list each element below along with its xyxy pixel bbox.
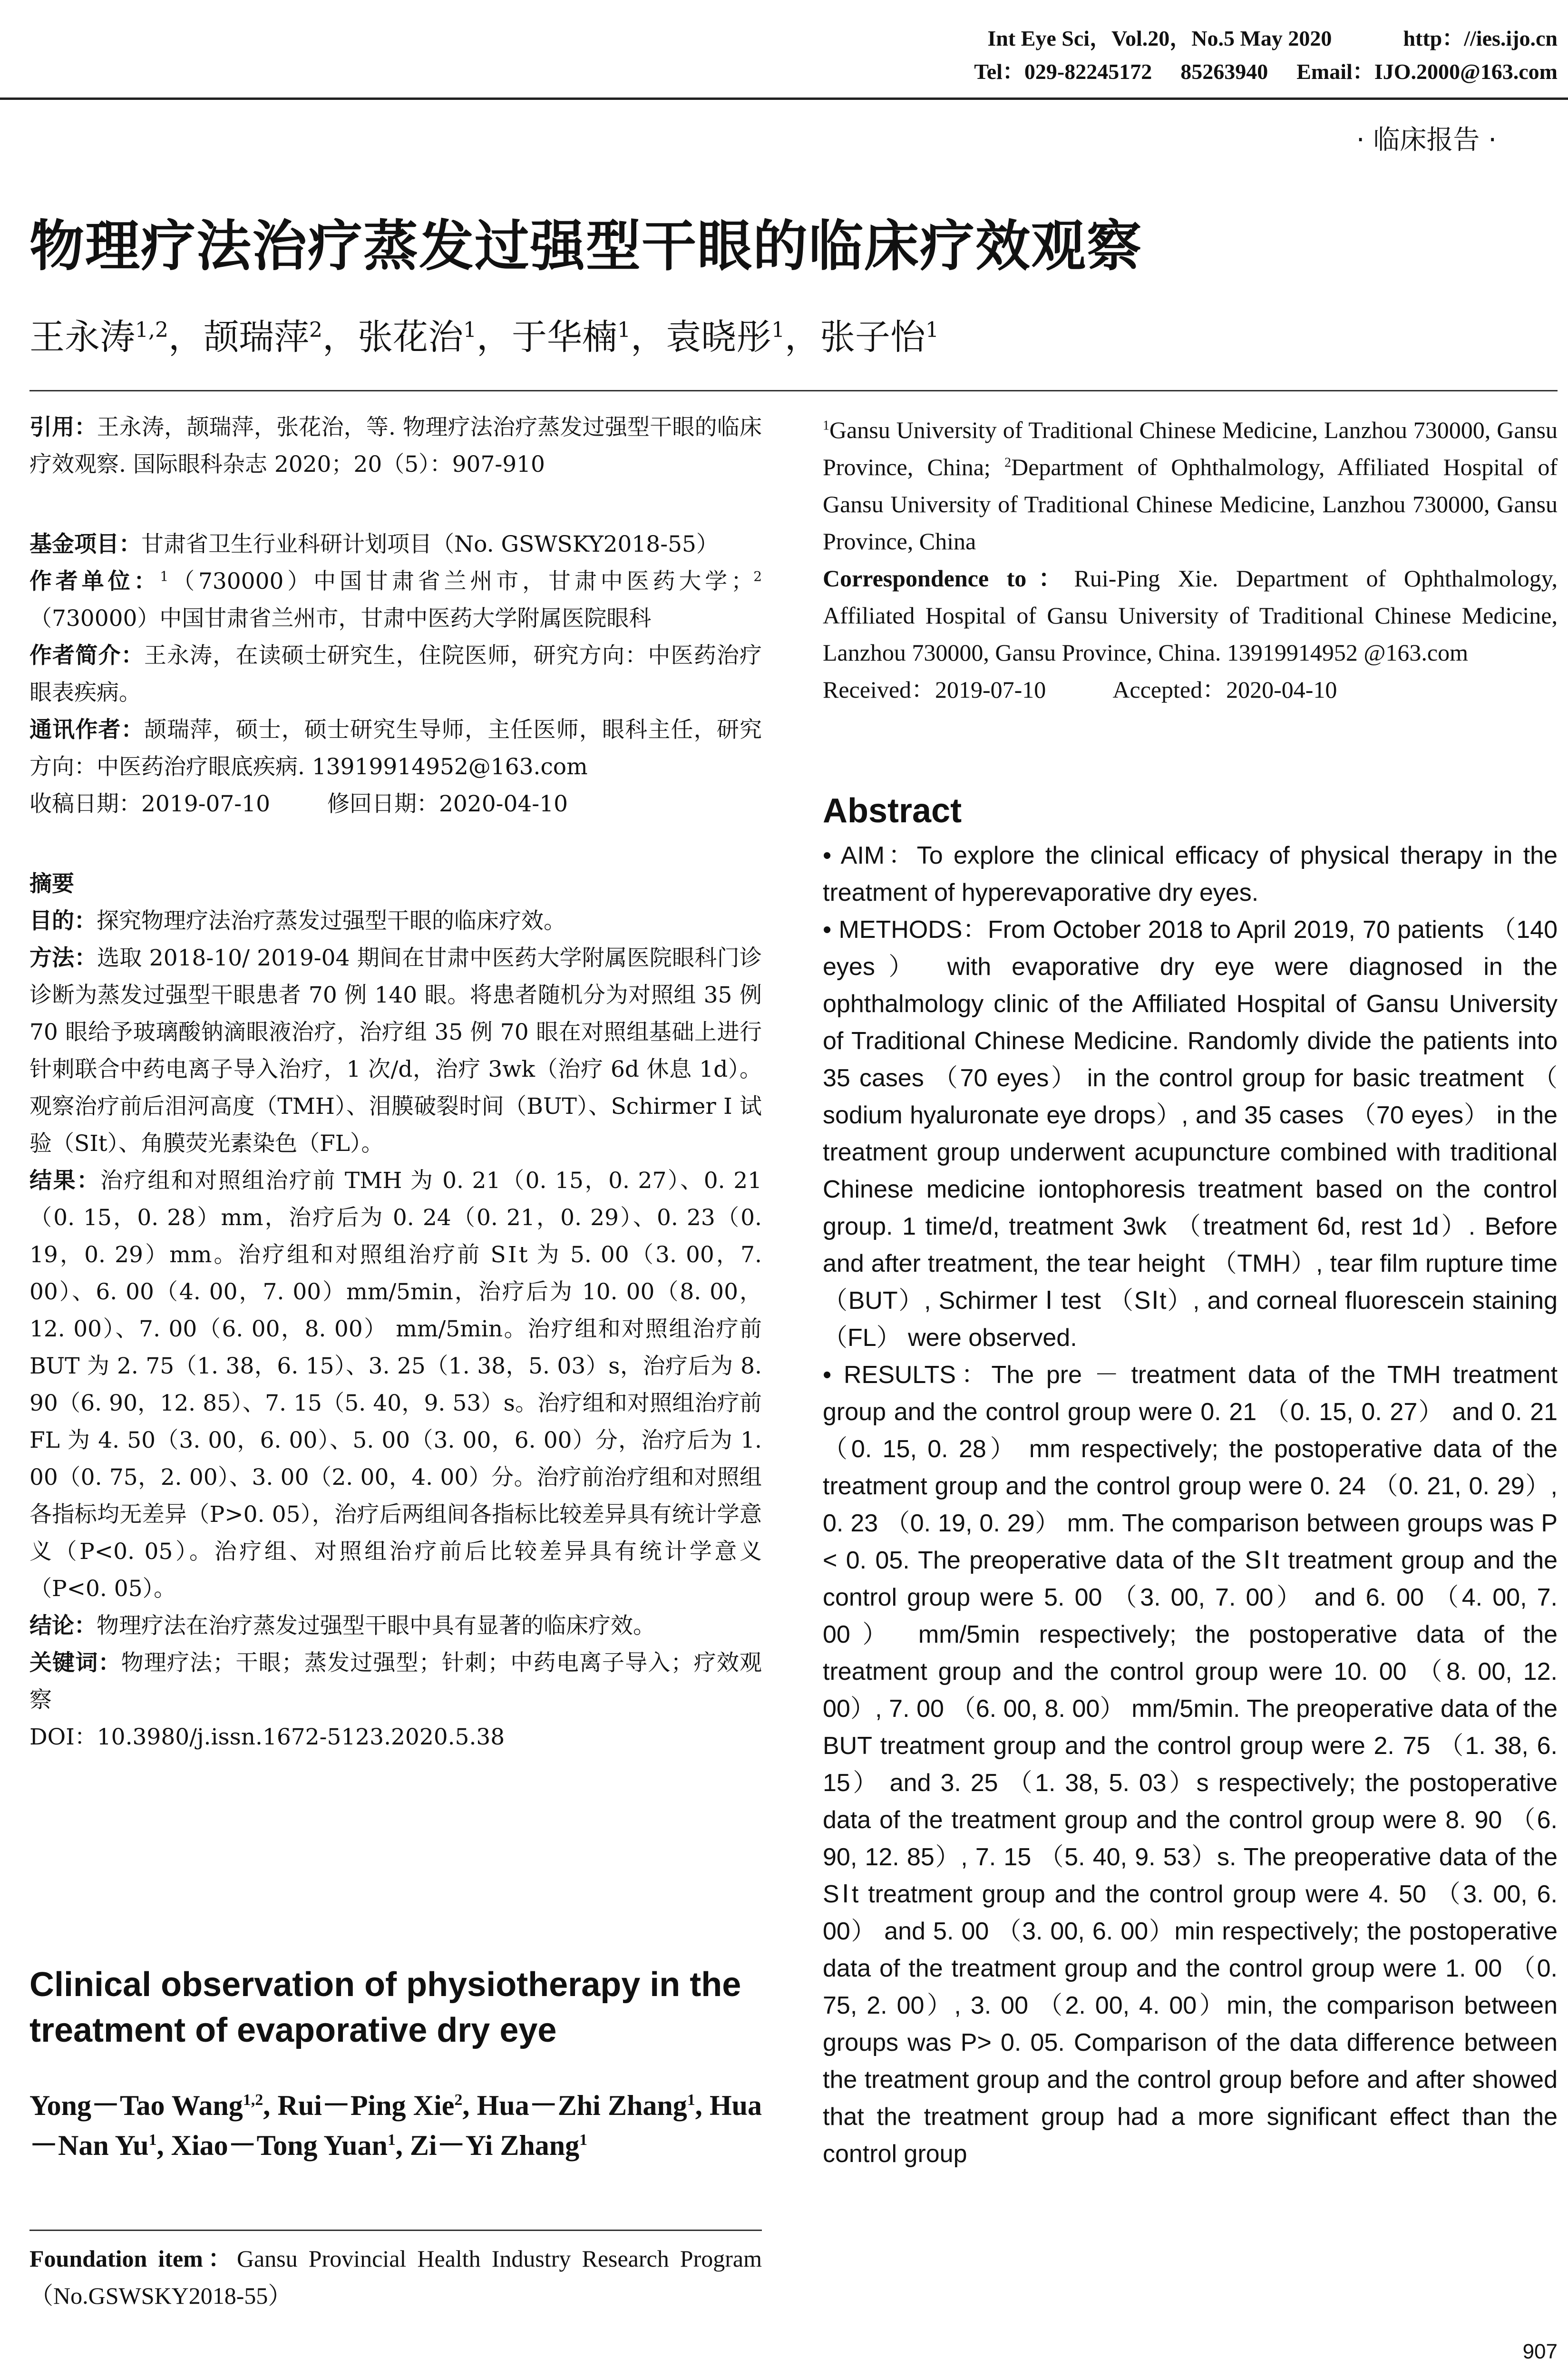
foundation-item (29, 2240, 762, 2314)
intro-block (29, 637, 762, 711)
section-label: · 临床报告 · (1356, 125, 1497, 156)
unit-label: 作者单位： (29, 568, 160, 594)
author-name: 袁晓彤 (665, 317, 771, 358)
foundation-rule (29, 2230, 762, 2231)
conclusion-cn-label: 结论： (29, 1613, 97, 1639)
author-name: 于华楠 (511, 317, 617, 358)
conclusion-cn (29, 1607, 762, 1645)
author-name-en: Hua－Zhi Zhang (477, 2090, 687, 2121)
author-name: 颉瑞萍 (203, 317, 309, 358)
revised-date: 2020-04-10 (438, 791, 568, 817)
author-name: 王永涛 (29, 317, 135, 358)
intro-text: 王永涛，在读硕士研究生，住院医师，研究方向：中医药治疗眼表疾病。 (29, 643, 762, 706)
received-en: Received：2019-07-10 (823, 676, 1046, 703)
article-title: 物理疗法治疗蒸发过强型干眼的临床疗效观察 (29, 214, 1143, 278)
dates-en (823, 671, 1558, 708)
journal-tel: Tel：029-82245172 (974, 59, 1152, 84)
abstract-cn-heading: 摘要 (29, 871, 74, 897)
author-list-cn: 王永涛$^{1,2}$，颉瑞萍$^2$，张花治$^1$，于华楠$^1$，袁晓彤$^1$，张子怡$^1$ (29, 317, 939, 358)
author-list-en: Yong－Tao Wang$^{1,2}$, Rui－Ping Xie$^2$, Hua－Zhi Zhang$^1$, Hua－Nan Yu$^1$, Xiao－Tong Yuan$^1$, Zi－Yi Zhang$^1$ (29, 2090, 762, 2161)
citation-text: 王永涛，颉瑞萍，张花治，等. 物理疗法治疗蒸发过强型干眼的临床疗效观察. 国际眼科杂志 2020；20（5）：907-910 (29, 414, 762, 477)
aim-en-text: To explore the clinical efficacy of physical therapy in the treatment of hyperevaporative dry eyes. (823, 842, 1558, 906)
corr-block (29, 711, 762, 786)
accepted-en: Accepted：2020-04-10 (1112, 676, 1337, 703)
keywords-cn-label: 关键词： (29, 1650, 121, 1676)
author-affiliation: 1 (387, 2131, 396, 2149)
abstract-en-heading: Abstract (823, 792, 962, 830)
journal-header-line2 (974, 57, 1558, 87)
left-column-meta (29, 409, 762, 1756)
methods-en: • METHODS：From October 2018 to April 2019, 70 patients （140 eyes） with evaporative dry eye were diagnosed in the ophthalmology clinic of the Affiliated Hospital of Gansu University of Traditional Chinese Medicine. Randomly divide the patients into 35 cases （70 eyes） in the control group for basic treatment （ sodium hyaluronate eye drops）, and 35 cases （70 eyes） in the treatment group underwent acupuncture combined with traditional Chinese medicine iontophoresis treatment based on the control group. 1 time/d, treatment 3wk （treatment 6d, rest 1d）. Before and after treatment, the tear height （TMH）, tear film rupture time （BUT）, Schirmer Ⅰ test （SⅠt）, and corneal fluorescein staining （FL） were observed. (823, 916, 1558, 1352)
doi: DOI：10.3980/j.issn.1672-5123.2020.5.38 (29, 1724, 505, 1750)
citation-label: 引用： (29, 414, 97, 440)
author-affiliation: 1 (925, 318, 939, 342)
foundation-text: Gansu Provincial Health Industry Research Program（No.GSWSKY2018-55） (29, 2245, 762, 2309)
results-en-text: The pre － treatment data of the TMH treatment group and the control group were 0. 21 （0. 15, 0. 27） and 0. 21 （0. 15, 0. 28） mm respectively; the postoperative data of the treatment group and the control group were 0. 24 （0. 21, 0. 29）, 0. 23 （0. 19, 0. 29） mm. The comparison between groups was P < 0. 05. The preoperative data of the SⅠt treatment group and the control group were 5. 00 （3. 00, 7. 00） and 6. 00 （4. 00, 7. 00） mm/5min respectively; the postoperative data of the treatment group and the control group were 10. 00 （8. 00, 12. 00）, 7. 00 （6. 00, 8. 00） mm/5min. The preoperative data of the BUT treatment group and the control group were 2. 75 （1. 38, 6. 15） and 3. 25 （1. 38, 5. 03）s respectively; the postoperative data of the treatment group and the control group were 8. 90 （6. 90, 12. 85）, 7. 15 （5. 40, 9. 53）s. The preoperative data of the SⅠt treatment group and the control group were 4. 50 （3. 00, 6. 00） and 5. 00 （3. 00, 6. 00）min respectively; the postoperative data of the treatment group and the control group were 1. 00 （0. 75, 2. 00）, 3. 00 （2. 00, 4. 00）min, the comparison between groups was P> 0. 05. Comparison of the data difference between the treatment group and the control group before and after showed that the treatment group had a more significant effect than the control group (823, 1361, 1558, 2168)
methods-en-text: From October 2018 to April 2019, 70 patients （140 eyes） with evaporative dry eye were diagnosed in the ophthalmology clinic of the Affiliated Hospital of Gansu University of Traditional Chinese Medicine. Randomly divide the patients into 35 cases （70 eyes） in the control group for basic treatment （ sodium hyaluronate eye drops）, and 35 cases （70 eyes） in the treatment group underwent acupuncture combined with traditional Chinese medicine iontophoresis treatment based on the control group. 1 time/d, treatment 3wk （treatment 6d, rest 1d）. Before and after treatment, the tear height （TMH）, tear film rupture time （BUT）, Schirmer Ⅰ test （SⅠt）, and corneal fluorescein staining （FL） were observed. (823, 916, 1558, 1352)
right-column-abstract (823, 785, 1558, 2172)
unit-text-2: （730000）中国甘肃省兰州市，甘肃中医药大学附属医院眼科 (29, 605, 652, 632)
keywords-cn (29, 1645, 762, 1719)
results-en-label: RESULTS： (843, 1361, 992, 1389)
author-affiliation: 1 (771, 318, 785, 342)
author-affiliation: 1,2 (243, 2091, 263, 2109)
affiliation-en-2: Department of Ophthalmology, Affiliated Hospital of Gansu University of Traditional Chinese Medicine, Lanzhou 730000, Gansu Province, China (823, 454, 1558, 555)
author-affiliation: 1 (148, 2131, 157, 2149)
aim-cn-text: 探究物理疗法治疗蒸发过强型干眼的临床疗效。 (97, 908, 566, 934)
received-label: 收稿日期： (29, 791, 141, 817)
dates-block (29, 786, 762, 823)
page-number: 907 (1522, 2340, 1558, 2363)
journal-citation: Int Eye Sci，Vol.20，No.5 May 2020 (987, 26, 1332, 50)
aim-cn (29, 903, 762, 940)
corr-text: 颉瑞萍，硕士，硕士研究生导师，主任医师，眼科主任，研究方向：中医药治疗眼底疾病. 13919914952@163.com (29, 717, 762, 780)
journal-tel2: 85263940 (1180, 59, 1268, 84)
methods-en-label: METHODS： (838, 916, 988, 944)
methods-cn-text: 选取 2018-10/ 2019-04 期间在甘肃中医药大学附属医院眼科门诊诊断为蒸发过强型干眼患者 70 例 140 眼。将患者随机分为对照组 35 例 70 眼给予玻璃酸钠滴眼液治疗，治疗组 35 例 70 眼在对照组基础上进行针刺联合中药电离子导入治疗，1 次/d，治疗 3wk（治疗 6d 休息 1d）。观察治疗前后泪河高度（TMH）、泪膜破裂时间（BUT）、Schirmer I 试验（SⅠt）、角膜荧光素染色（FL）。 (29, 945, 762, 1157)
correspondence-en (823, 560, 1558, 671)
affiliation-en-1: Gansu University of Traditional Chinese Medicine, Lanzhou 730000, Gansu Province, China; (823, 417, 1558, 480)
aim-cn-label: 目的： (29, 908, 97, 934)
revised-label: 修回日期： (327, 791, 439, 817)
title-rule (29, 390, 1558, 391)
author-name-en: Rui－Ping Xie (277, 2090, 455, 2121)
corr-label: 通讯作者： (29, 717, 144, 743)
author-name: 张子怡 (819, 317, 925, 358)
correspondence-en-text: Rui-Ping Xie. Department of Ophthalmology, Affiliated Hospital of Gansu University of Traditional Chinese Medicine, Lanzhou 730000, Gansu Province, China. 13919914952 @163.com (823, 565, 1558, 666)
affiliations-en: $^1$Gansu University of Traditional Chinese Medicine, Lanzhou 730000, Gansu Province, China; $^2$Department of Ophthalmology, Affiliated Hospital of Gansu University of Traditional Chinese Medicine, Lanzhou 730000, Gansu Province, China (823, 417, 1558, 555)
aim-en-label: AIM： (840, 842, 917, 869)
results-cn-text: 治疗组和对照组治疗前 TMH 为 0. 21（0. 15，0. 27）、0. 21（0. 15，0. 28）mm，治疗后为 0. 24（0. 21，0. 29）、0. 23（0. 19，0. 29）mm。治疗组和对照组治疗前 SⅠt 为 5. 00（3. 00，7. 00）、6. 00（4. 00，7. 00）mm/5min，治疗后为 10. 00（8. 00，12. 00）、7. 00（6. 00，8. 00） mm/5min。治疗组和对照组治疗前 BUT 为 2. 75（1. 38，6. 15）、3. 25（1. 38，5. 03）s，治疗后为 8. 90（6. 90，12. 85）、7. 15（5. 40，9. 53）s。治疗组和对照组治疗前 FL 为 4. 50（3. 00，6. 00）、5. 00（3. 00，6. 00）分，治疗后为 1. 00（0. 75，2. 00）、3. 00（2. 00，4. 00）分。治疗前治疗组和对照组各指标均无差异（P>0. 05），治疗后两组间各指标比较差异具有统计学意义（P<0. 05）。治疗组、对照组治疗前后比较差异具有统计学意义（P<0. 05）。 (29, 1168, 762, 1602)
journal-email: Email：IJO.2000@163.com (1296, 59, 1558, 84)
header-rule (0, 97, 1568, 100)
results-cn (29, 1162, 762, 1607)
journal-header-line1 (987, 24, 1558, 53)
fund-label: 基金项目： (29, 531, 141, 557)
fund-text: 甘肃省卫生行业科研计划项目（No. GSWSKY2018-55） (141, 531, 719, 557)
author-affiliation: 1 (463, 318, 477, 342)
english-title: Clinical observation of physiotherapy in the treatment of evaporative dry eye (29, 1966, 741, 2049)
right-column-affiliations (823, 411, 1558, 708)
author-affiliation: 2 (309, 318, 322, 342)
conclusion-cn-text: 物理疗法在治疗蒸发过强型干眼中具有显著的临床疗效。 (97, 1613, 655, 1639)
author-name: 张花治 (357, 317, 463, 358)
keywords-cn-text: 物理疗法；干眼；蒸发过强型；针刺；中药电离子导入；疗效观察 (29, 1650, 762, 1713)
unit-text-1: （730000）中国甘肃省兰州市，甘肃中医药大学； (168, 568, 754, 594)
results-cn-label: 结果： (29, 1168, 100, 1194)
citation-block (29, 409, 762, 483)
results-en: • RESULTS：The pre － treatment data of the TMH treatment group and the control group were 0. 21 （0. 15, 0. 27） and 0. 21 （0. 15, 0. 28） mm respectively; the postoperative data of the treatment group and the control group were 0. 24 （0. 21, 0. 29）, 0. 23 （0. 19, 0. 29） mm. The comparison between groups was P < 0. 05. The preoperative data of the SⅠt treatment group and the control group were 5. 00 （3. 00, 7. 00） and 6. 00 （4. 00, 7. 00） mm/5min respectively; the postoperative data of the treatment group and the control group were 10. 00 （8. 00, 12. 00）, 7. 00 （6. 00, 8. 00） mm/5min. The preoperative data of the BUT treatment group and the control group were 2. 75 （1. 38, 6. 15） and 3. 25 （1. 38, 5. 03）s respectively; the postoperative data of the treatment group and the control group were 8. 90 （6. 90, 12. 85）, 7. 15 （5. 40, 9. 53）s. The preoperative data of the SⅠt treatment group and the control group were 4. 50 （3. 00, 6. 00） and 5. 00 （3. 00, 6. 00）min respectively; the postoperative data of the treatment group and the control group were 1. 00 （0. 75, 2. 00）, 3. 00 （2. 00, 4. 00）min, the comparison between groups was P> 0. 05. Comparison of the data difference between the treatment group and the control group before and after showed that the treatment group had a more significant effect than the control group (823, 1361, 1558, 2168)
journal-url: http：//ies.ijo.cn (1403, 26, 1558, 50)
author-affiliation: 1 (579, 2131, 588, 2149)
author-name-en: Xiao－Tong Yuan (171, 2130, 388, 2161)
received-date: 2019-07-10 (141, 791, 270, 817)
fund-block (29, 526, 762, 563)
aim-en: • AIM：To explore the clinical efficacy of physical therapy in the treatment of hyperevaporative dry eyes. (823, 842, 1558, 906)
methods-cn (29, 940, 762, 1162)
author-affiliation: 1 (617, 318, 631, 342)
author-affiliation: 1 (687, 2091, 695, 2109)
author-affiliation: 1,2 (135, 318, 168, 342)
author-name-en: Zi－Yi Zhang (409, 2130, 580, 2161)
author-name-en: Yong－Tao Wang (29, 2090, 243, 2121)
correspondence-en-label: Correspondence to： (823, 565, 1074, 592)
methods-cn-label: 方法： (29, 945, 97, 971)
unit-block: 作者单位：$^1$（730000）中国甘肃省兰州市，甘肃中医药大学；$^2$（730000）中国甘肃省兰州市，甘肃中医药大学附属医院眼科 (29, 568, 762, 632)
intro-label: 作者简介： (29, 643, 144, 669)
author-affiliation: 2 (454, 2091, 463, 2109)
author-name-en: Hua－Nan Yu (29, 2090, 762, 2161)
foundation-label: Foundation item： (29, 2245, 237, 2272)
